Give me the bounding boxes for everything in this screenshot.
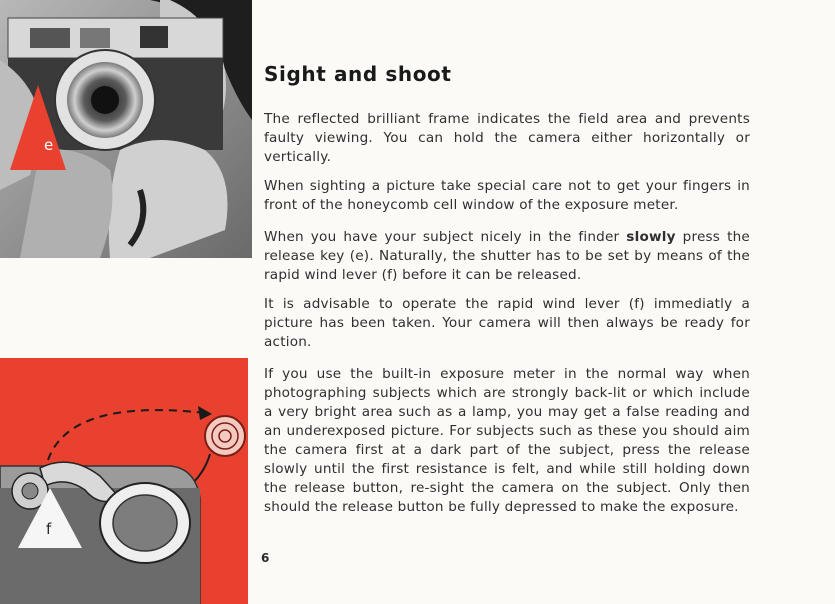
emphasis-slowly: slowly	[626, 229, 676, 245]
paragraph-sighting: When sighting a picture take special care not to get your fingers in front of the honeycomb cell window of the exposure meter.	[264, 178, 750, 213]
wind-lever-drawing	[0, 358, 248, 604]
page-title: Sight and shoot	[264, 62, 452, 86]
paragraph-wind-lever: It is advisable to operate the rapid wind lever (f) immediatly a picture has been taken. Your camera will then always be ready for action.	[264, 296, 750, 350]
release-text-start: When you have your subject nicely in the finder	[264, 229, 627, 245]
figure-label-f: f	[46, 520, 52, 538]
camera-photo-illustration	[0, 0, 252, 258]
release-text-end: press the release key (e). Naturally, the shutter has to be set by means of the rapid wind lever (f) before it can be released.	[264, 229, 750, 283]
page-number: 6	[261, 551, 270, 565]
wind-lever-illustration	[0, 358, 248, 604]
figure-label-e: e	[44, 136, 54, 154]
camera-photo	[0, 0, 252, 258]
paragraph-release	[264, 228, 750, 285]
paragraph-exposure-meter: If you use the built-in exposure meter in the normal way when photographing subjects which are strongly back-lit or which include a very bright area such as a lamp, you may get a false reading and an underexposed picture. For subjects such as these you should aim the camera first at a dark part of the subject, press the release slowly until the first resistance is felt, and while still holding down the release button, re-sight the camera on the subject. Only then should the release button be fully depressed to make the exposure.	[264, 366, 750, 515]
body-text	[264, 110, 750, 527]
paragraph-frame: The reflected brilliant frame indicates the field area and prevents faulty viewing. You can hold the camera either horizontally or vertically.	[264, 111, 750, 165]
